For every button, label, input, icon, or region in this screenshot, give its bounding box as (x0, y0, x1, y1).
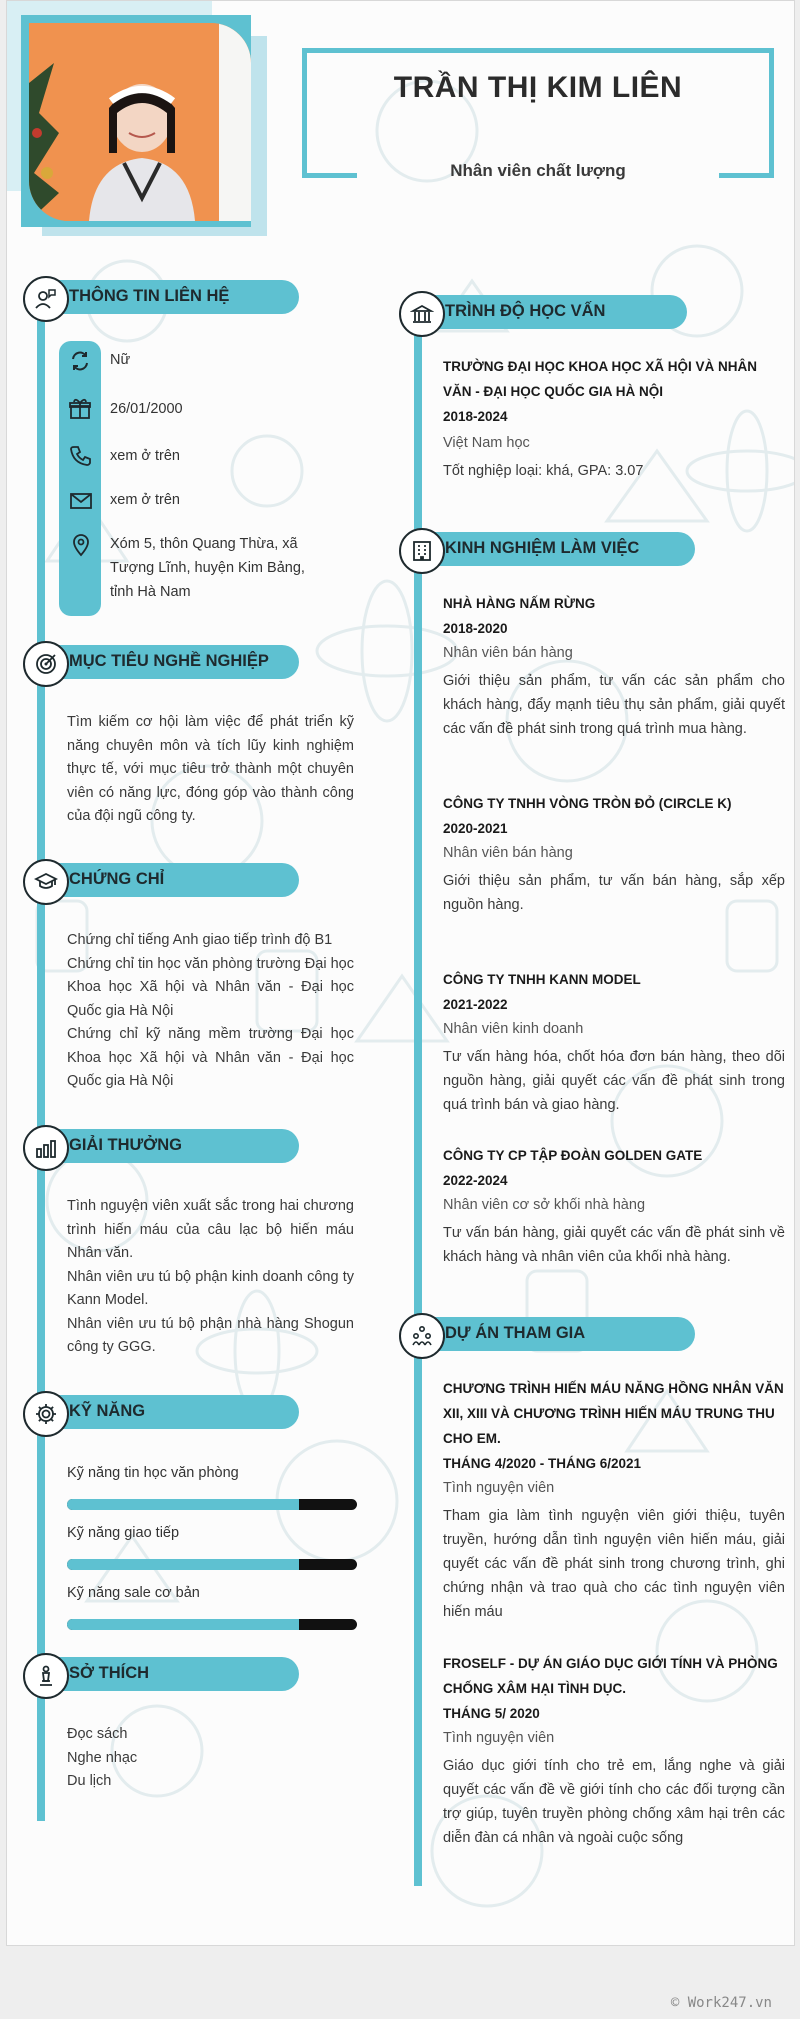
name-box-frame (302, 48, 774, 178)
contact-person-icon (34, 287, 58, 311)
skill-bar-fill (67, 1559, 299, 1570)
candidate-name: TRẦN THỊ KIM LIÊN (393, 71, 683, 104)
certificate-item: Chứng chỉ tin học văn phòng trường Đại học Khoa học Xã hội và Nhân văn - Đại học Quốc gia Hà Nội (67, 955, 354, 1019)
experience-entry (443, 791, 785, 917)
work-role: Nhân viên bán hàng (443, 845, 573, 861)
certificates-list (67, 929, 354, 1094)
birthday-value: 26/01/2000 (110, 401, 183, 417)
email-icon (69, 489, 93, 513)
gear-icon (34, 1402, 58, 1426)
location-pin-icon (69, 533, 93, 557)
profile-photo (29, 23, 251, 221)
hobby-item: Đọc sách (67, 1726, 128, 1742)
certificate-item: Chứng chỉ tiếng Anh giao tiếp trình độ B1 (67, 932, 333, 948)
section-heading: GIẢI THƯỞNG (69, 1136, 183, 1154)
company-name: CÔNG TY CP TẬP ĐOÀN GOLDEN GATE (443, 1148, 703, 1163)
job-title: Nhân viên chất lượng (450, 161, 626, 180)
skill-bar-fill (67, 1499, 299, 1510)
gender-icon (68, 349, 92, 373)
email-value: xem ở trên (110, 492, 180, 508)
project-period: THÁNG 5/ 2020 (443, 1706, 540, 1721)
education-major: Việt Nam học (443, 435, 530, 451)
section-heading: MỤC TIÊU NGHỀ NGHIỆP (69, 652, 269, 670)
skill-bar (67, 1499, 357, 1510)
award-chart-icon (34, 1136, 58, 1160)
skill-bar (67, 1619, 357, 1630)
company-name: CÔNG TY TNHH KANN MODEL (443, 972, 641, 987)
project-entry (443, 1376, 785, 1624)
school-icon (410, 302, 434, 326)
awards-list (67, 1195, 354, 1360)
work-period: 2021-2022 (443, 997, 508, 1012)
school-name: TRƯỜNG ĐẠI HỌC KHOA HỌC XÃ HỘI VÀ NHÂN VĂN - ĐẠI HỌC QUỐC GIA HÀ NỘI (443, 359, 757, 399)
section-heading: KỸ NĂNG (69, 1402, 146, 1420)
chess-piece-icon (34, 1664, 58, 1688)
hobby-item: Nghe nhạc (67, 1749, 138, 1766)
section-heading: DỰ ÁN THAM GIA (445, 1324, 586, 1342)
target-icon (34, 652, 58, 676)
award-item: Tình nguyện viên xuất sắc trong hai chương trình hiến máu của câu lạc bộ hiến máu Nhân văn. (67, 1198, 354, 1261)
education-period: 2018-2024 (443, 409, 508, 424)
project-entry (443, 1651, 785, 1850)
experience-entry (443, 1143, 785, 1269)
education-entry (443, 354, 778, 483)
project-description: Tham gia làm tình nguyện viên giới thiệu, tuyên truyền, hướng dẫn tình nguyện viên hiến máu, giải quyết các vấn đề phát sinh trong chương trình, ghi chứng nhận và trao quà cho các tình nguyện viên hiến máu (443, 1508, 785, 1620)
work-role: Nhân viên kinh doanh (443, 1021, 584, 1037)
award-item: Nhân viên ưu tú bộ phận kinh doanh công ty Kann Model. (67, 1268, 354, 1308)
contact-icon-bar (59, 341, 101, 616)
project-description: Giáo dục giới tính cho trẻ em, lắng nghe và giải quyết các vấn đề về giới tính cho các đối tượng cần trợ giúp, tuyên truyền phòng chống xâm hại trên các diễn đàn cá nhân và ngoài cuộc sống (443, 1758, 785, 1846)
address-value: Xóm 5, thôn Quang Thừa, xã Tượng Lĩnh, huyện Kim Bảng, tỉnh Hà Nam (110, 536, 305, 600)
work-description: Tư vấn bán hàng, giải quyết các vấn đề phát sinh về khách hàng và nhân viên của khối nhà hàng. (443, 1225, 785, 1265)
project-role: Tình nguyện viên (443, 1730, 555, 1746)
experience-entry (443, 967, 785, 1117)
certificate-item: Chứng chỉ kỹ năng mềm trường Đại học Khoa học Xã hội và Nhân văn - Đại học Quốc gia Hà Nội (67, 1026, 354, 1089)
left-timeline (37, 301, 45, 1821)
work-description: Tư vấn hàng hóa, chốt hóa đơn bán hàng, theo dõi nguồn hàng, giải quyết các vấn đề phát sinh trong quá trình bán và giao hàng. (443, 1049, 785, 1113)
skill-name: Kỹ năng tin học văn phòng (67, 1465, 239, 1481)
gender-value: Nữ (110, 352, 131, 368)
phone-icon (69, 444, 93, 468)
work-description: Giới thiệu sản phẩm, tư vấn bán hàng, sắp xếp nguồn hàng. (443, 873, 785, 913)
project-period: THÁNG 4/2020 - THÁNG 6/2021 (443, 1456, 642, 1471)
work-description: Giới thiệu sản phẩm, tư vấn các sản phẩm cho khách hàng, đẩy mạnh tiêu thụ sản phẩm, giải quyết các vấn đề phát sinh trong quá trình mua hàng. (443, 673, 785, 737)
building-icon (410, 539, 434, 563)
section-heading: TRÌNH ĐỘ HỌC VẤN (445, 302, 606, 320)
company-name: CÔNG TY TNHH VÒNG TRÒN ĐỎ (CIRCLE K) (443, 796, 732, 811)
section-heading: KINH NGHIỆM LÀM VIỆC (445, 539, 640, 557)
work-role: Nhân viên cơ sở khối nhà hàng (443, 1197, 646, 1213)
phone-value: xem ở trên (110, 448, 180, 464)
section-heading: THÔNG TIN LIÊN HỆ (69, 287, 230, 305)
hobby-item: Du lịch (67, 1773, 112, 1789)
education-result: Tốt nghiệp loại: khá, GPA: 3.07 (443, 463, 644, 479)
work-period: 2020-2021 (443, 821, 508, 836)
objective-text: Tìm kiếm cơ hội làm việc để phát triển kỹ năng chuyên môn và tích lũy kinh nghiệm thực tế, với mục tiêu trở thành một chuyên viên có năng lực, đóng góp vào thành công của đội ngũ công ty. (67, 714, 354, 824)
project-role: Tình nguyện viên (443, 1480, 555, 1496)
work-role: Nhân viên bán hàng (443, 645, 573, 661)
skill-bar-fill (67, 1619, 299, 1630)
work-period: 2018-2020 (443, 621, 508, 636)
project-name: FROSELF - DỰ ÁN GIÁO DỤC GIỚI TÍNH VÀ PHÒNG CHỐNG XÂM HẠI TÌNH DỤC. (443, 1656, 778, 1696)
gift-icon (68, 397, 92, 421)
cv-page (6, 0, 795, 1946)
team-icon (410, 1324, 434, 1348)
skill-name: Kỹ năng sale cơ bản (67, 1585, 200, 1601)
hobbies-list (67, 1723, 354, 1794)
company-name: NHÀ HÀNG NẤM RỪNG (443, 596, 596, 611)
skill-bar (67, 1559, 357, 1570)
skill-name: Kỹ năng giao tiếp (67, 1525, 180, 1541)
experience-entry (443, 591, 785, 741)
project-name: CHƯƠNG TRÌNH HIẾN MÁU NĂNG HỒNG NHÂN VĂN XII, XIII VÀ CHƯƠNG TRÌNH HIẾN MÁU TRUNG THU CHO EM. (443, 1381, 784, 1446)
work-period: 2022-2024 (443, 1173, 508, 1188)
graduation-cap-icon (34, 870, 58, 894)
footer-watermark: © Work247.vn (670, 1995, 772, 2011)
section-heading: CHỨNG CHỈ (69, 870, 165, 888)
award-item: Nhân viên ưu tú bộ phận nhà hàng Shogun công ty GGG. (67, 1315, 354, 1355)
section-heading: SỞ THÍCH (69, 1664, 150, 1682)
